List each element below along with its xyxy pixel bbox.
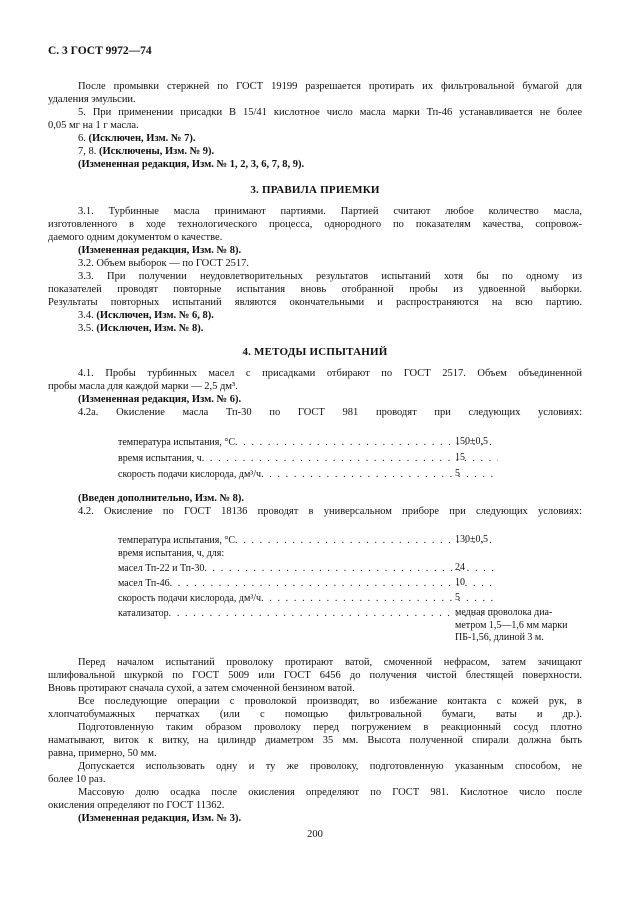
cond-b-o2-label: скорость подачи кислорода, дм³/ч	[118, 593, 262, 604]
t3-line1: Подготовленную таким образом проволоку перед погружением в реакционный сосуд плотно	[78, 722, 582, 733]
intro-item-6	[78, 132, 195, 145]
s34-number: 3.4.	[78, 310, 94, 321]
s41-note: (Измененная редакция, Изм. № 6).	[78, 394, 242, 405]
s31-line2: изготовленного в ходе технологического процесса, однородного по показателям качества, сопровож-	[48, 219, 582, 230]
cond-b-temp-label: температура испытания, °С	[118, 535, 236, 546]
cat-value-line3: ПБ-1,56, длиной 3 м.	[455, 632, 544, 643]
cond-b-tp46-label: масел Тп-46	[118, 578, 170, 589]
cond-b-tp22-row	[118, 562, 498, 575]
intro-p2-line2: 0,05 мг на 1 г масла.	[48, 120, 139, 131]
s31-note: (Измененная редакция, Изм. № 8).	[78, 245, 242, 256]
cond-a-value: 150±0,5	[455, 436, 488, 447]
cond-a-row-0	[118, 436, 498, 449]
s35-number: 3.5.	[78, 323, 94, 334]
page-header: С. 3 ГОСТ 9972—74	[48, 45, 152, 57]
final-note: (Измененная редакция, Изм. № 3).	[78, 813, 242, 824]
cond-b-cat-value	[455, 607, 585, 645]
s33-line1: 3.3. При получении неудовлетворительных результатов испытаний хотя бы по одному из	[78, 271, 582, 282]
intro-p1-line1: После промывки стержней по ГОСТ 19199 разрешается протирать их фильтровальной бумагой для	[78, 81, 582, 92]
cond-b-tp46-value: 10	[455, 577, 465, 588]
item-7-8-number: 7, 8.	[78, 146, 97, 157]
cond-a-row-2	[118, 468, 498, 481]
item-7-8-note: (Исключены, Изм. № 9).	[99, 146, 215, 157]
s35-note: (Исключен, Изм. № 8).	[96, 323, 204, 334]
intro-redaction-note: (Измененная редакция, Изм. № 1, 2, 3, 6, 7, 8, 9).	[78, 159, 305, 170]
t5-line1: Массовую долю осадка после окисления определяют по ГОСТ 981. Кислотное число после	[78, 787, 582, 798]
cond-b-time-label: время испытания, ч, для:	[118, 548, 225, 559]
cond-b-o2-value: 5	[455, 592, 460, 603]
s33-line2: показателей проводят повторные испытания вновь отобранной пробы из удвоенной выборки.	[48, 284, 582, 295]
cond-a-value: 5	[455, 468, 460, 479]
section-3-title: 3. ПРАВИЛА ПРИЕМКИ	[250, 184, 380, 196]
s33-line3: Результаты повторных испытаний являются окончательными и распространяются на всю партию.	[48, 297, 582, 308]
cat-value-line1: медная проволока диа-	[455, 607, 553, 618]
page-number: 200	[307, 829, 323, 840]
t1-line1: Перед началом испытаний проволоку протирают ватой, смоченной нефрасом, затем зачищают	[78, 657, 582, 668]
cond-b-cat-row	[118, 607, 498, 620]
intro-p2-line1: 5. При применении присадки В 15/41 кислотное число масла марки Тп-46 устанавливается не более	[78, 107, 582, 118]
cond-a-label: скорость подачи кислорода, дм³/ч	[118, 469, 262, 480]
s42a-note: (Введен дополнительно, Изм. № 8).	[78, 493, 245, 504]
t1-line2: шлифовальной шкуркой по ГОСТ 5009 или ГОСТ 6456 до получения чистой блестящей поверхности.	[48, 670, 582, 681]
t4-line1: Допускается использовать одну и ту же проволоку, подготовленную указанным способом, не	[78, 761, 582, 772]
s35	[78, 322, 203, 335]
cond-a-label: температура испытания, °С	[118, 437, 236, 448]
cond-b-temp-value: 130±0,5	[455, 534, 488, 545]
intro-p1-line2: удаления эмульсии.	[48, 94, 136, 105]
s41-line1: 4.1. Пробы турбинных масел с присадками отбирают по ГОСТ 2517. Объем объединенной	[78, 368, 582, 379]
cond-a-label: время испытания, ч	[118, 453, 202, 464]
cond-b-o2-row	[118, 592, 498, 605]
t3-line2: наматывают, виток к витку, на цилиндр диаметром 35 мм. Высота полученной спирали должна быть	[48, 735, 582, 746]
item-6-note: (Исключен, Изм. № 7).	[88, 133, 196, 144]
s41-line2: пробы масла для каждой марки — 2,5 дм³.	[48, 381, 238, 392]
cat-value-line2: метром 1,5—1,6 мм марки	[455, 619, 568, 631]
t2-line1: Все последующие операции с проволокой производят, во избежание контакта с кожей рук, в	[78, 696, 582, 707]
item-6-number: 6.	[78, 133, 86, 144]
t2-line2: хлопчатобумажных перчатках (или с помощью фильтровальной бумаги, ваты и др.).	[48, 709, 582, 720]
t4-line2: более 10 раз.	[48, 774, 106, 785]
cond-a-row-1	[118, 452, 498, 465]
s32: 3.2. Объем выборок — по ГОСТ 2517.	[78, 258, 250, 269]
cond-b-tp22-label: масел Тп-22 и Тп-30	[118, 563, 205, 574]
s34-note: (Исключен, Изм. № 6, 8).	[96, 310, 214, 321]
t1-line3: Вновь протирают сначала сухой, а затем смоченной бензином ватой.	[48, 683, 355, 694]
cond-b-cat-label: катализатор	[118, 608, 169, 619]
cond-b-temp-row	[118, 534, 498, 547]
t5-line2: окисления определяют по ГОСТ 11362.	[48, 800, 225, 811]
intro-item-7-8	[78, 145, 214, 158]
s31-line1: 3.1. Турбинные масла принимают партиями. Партией считают любое количество масла,	[78, 206, 582, 217]
s31-line3: даемого одним документом о качестве.	[48, 232, 223, 243]
cond-a-value: 15	[455, 452, 465, 463]
section-4-title: 4. МЕТОДЫ ИСПЫТАНИЙ	[242, 346, 388, 358]
s42-text: 4.2. Окисление по ГОСТ 18136 проводят в универсальном приборе при следующих условиях:	[78, 506, 582, 517]
s42a-text: 4.2а. Окисление масла Тп-30 по ГОСТ 981 проводят при следующих условиях:	[78, 407, 582, 418]
s34	[78, 309, 214, 322]
cond-b-tp46-row	[118, 577, 498, 590]
cond-b-tp22-value: 24	[455, 562, 465, 573]
t3-line3: равна, примерно, 50 мм.	[48, 748, 157, 759]
